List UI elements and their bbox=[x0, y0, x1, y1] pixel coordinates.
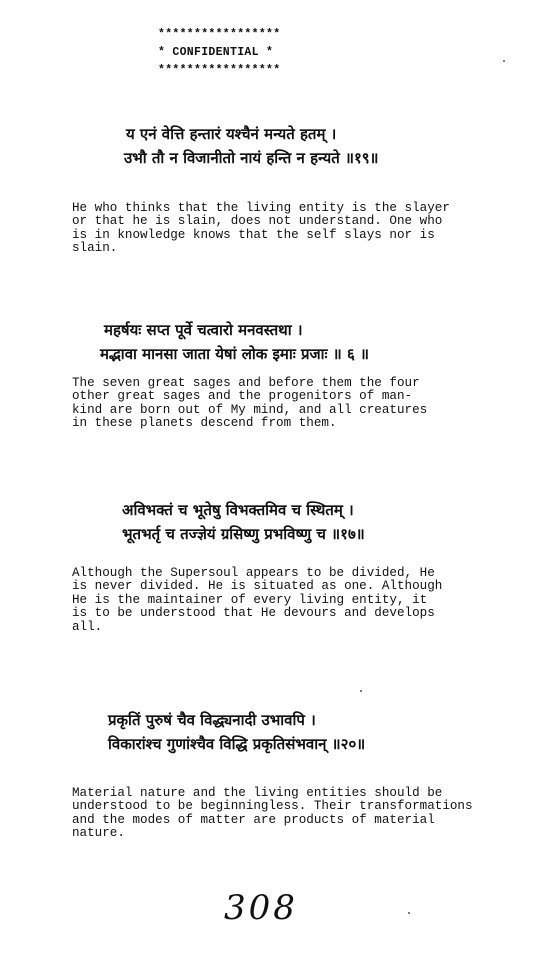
translation-line: is in knowledge knows that the self slays nor is bbox=[72, 227, 435, 242]
verse-line: प्रकृतिं पुरुषं चैव विद्ध्यनादी उभावपि । bbox=[108, 711, 316, 729]
verse-line: महर्षयः सप्त पूर्वे चत्वारो मनवस्तथा । bbox=[104, 321, 303, 339]
verse-line: विकारांश्च गुणांश्चैव विद्धि प्रकृतिसंभवान् ॥२०॥ bbox=[108, 735, 366, 753]
banner-title: * CONFIDENTIAL * bbox=[158, 46, 274, 59]
confidential-banner bbox=[158, 26, 280, 80]
verse-line: मद्भावा मानसा जाता येषां लोक इमाः प्रजाः ॥ ६ ॥ bbox=[100, 345, 370, 363]
translation-paragraph bbox=[72, 787, 473, 841]
banner-line: ***************** bbox=[158, 28, 281, 41]
translation-paragraph bbox=[72, 377, 427, 431]
translation-line: kind are born out of My mind, and all creatures bbox=[72, 402, 428, 417]
translation-paragraph bbox=[72, 567, 442, 634]
translation-line: He is the maintainer of every living entity, it bbox=[72, 592, 428, 607]
translation-line: all. bbox=[72, 619, 103, 634]
translation-line: He who thinks that the living entity is the slayer bbox=[72, 201, 450, 215]
verse-line: भूतभर्तृ च तज्ज्ञेयं ग्रसिष्णु प्रभविष्णु च ॥१७॥ bbox=[122, 525, 365, 543]
translation-line: slain. bbox=[72, 241, 118, 256]
page-number: 308 bbox=[224, 888, 298, 928]
translation-line: nature. bbox=[72, 826, 125, 841]
sanskrit-verse bbox=[108, 708, 365, 756]
verse-line: अविभक्तं च भूतेषु विभक्तमिव च स्थितम् । bbox=[122, 501, 354, 519]
translation-line: and the modes of matter are products of material bbox=[72, 812, 435, 827]
translation-line: or that he is slain, does not understand. One who bbox=[72, 214, 443, 229]
translation-line: understood to be beginningless. Their transformations bbox=[72, 799, 473, 814]
translation-paragraph bbox=[72, 202, 450, 256]
sanskrit-verse bbox=[122, 498, 365, 546]
scan-speck bbox=[503, 60, 505, 62]
scan-speck bbox=[408, 912, 410, 914]
translation-line: Although the Supersoul appears to be divided, He bbox=[72, 566, 435, 580]
translation-line: other great sages and the progenitors of man- bbox=[72, 389, 413, 404]
scan-speck bbox=[360, 690, 362, 692]
verse-line: उभौ तौ न विजानीतो नायं हन्ति न हन्यते ॥१९॥ bbox=[124, 149, 379, 167]
translation-line: is to be understood that He devours and develops bbox=[72, 606, 435, 621]
translation-line: in these planets descend from them. bbox=[72, 416, 337, 431]
sanskrit-verse bbox=[126, 122, 379, 170]
translation-line: The seven great sages and before them the four bbox=[72, 376, 420, 390]
translation-line: Material nature and the living entities should be bbox=[72, 786, 443, 800]
verse-line: य एनं वेत्ति हन्तारं यश्चैनं मन्यते हतम् । bbox=[126, 125, 337, 143]
sanskrit-verse bbox=[100, 318, 370, 366]
banner-line: ***************** bbox=[158, 64, 281, 77]
translation-line: is never divided. He is situated as one. Although bbox=[72, 579, 443, 594]
